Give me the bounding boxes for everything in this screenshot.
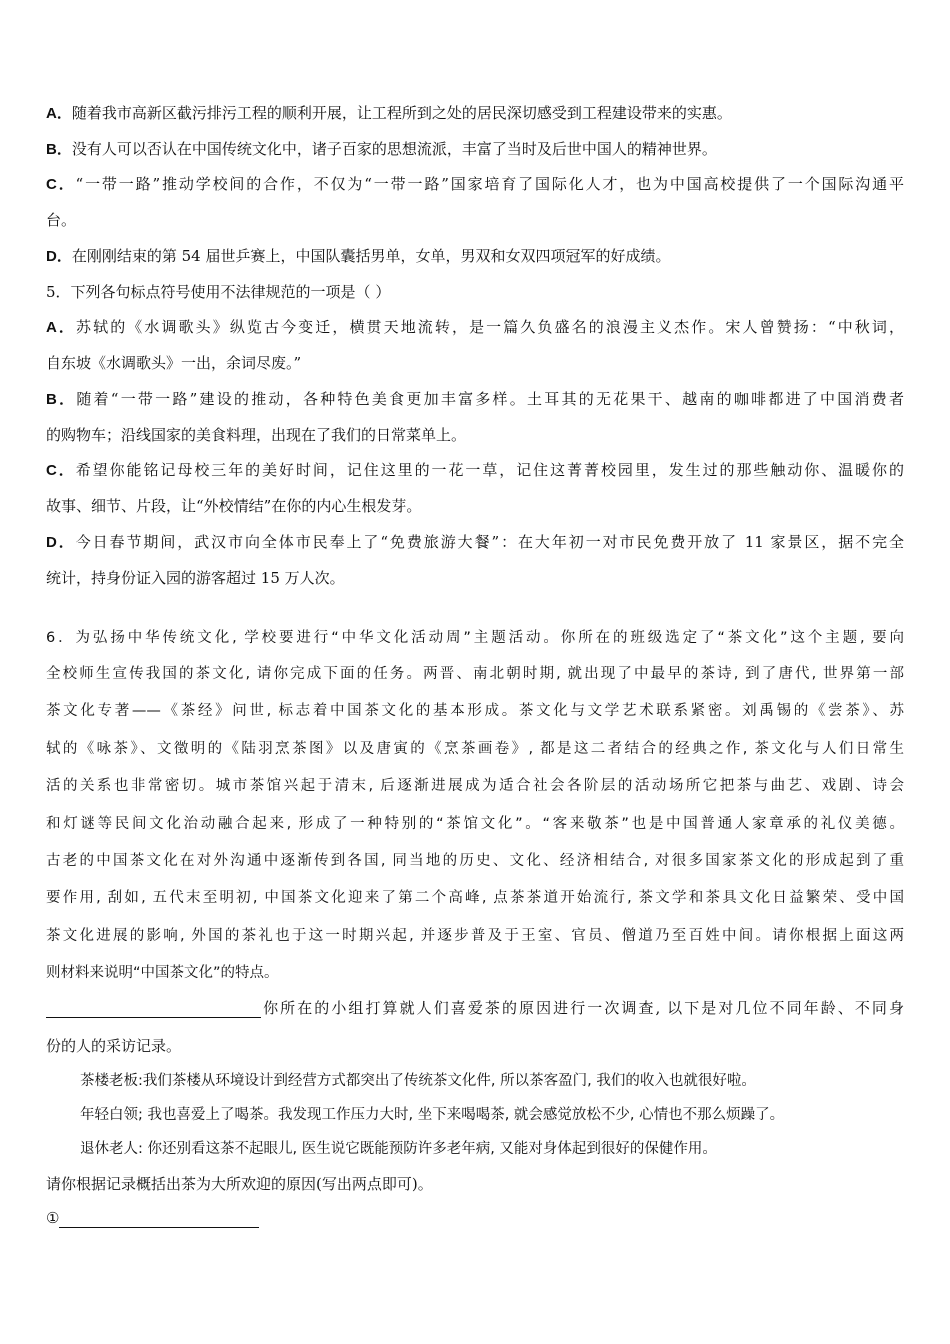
q5-option-c	[46, 460, 904, 481]
option-label: C．	[46, 462, 76, 479]
q5-option-d	[46, 532, 904, 553]
answer-blank[interactable]	[46, 1001, 261, 1018]
q6-passage-line: 全校师生宣传我国的茶文化, 请你完成下面的任务。两晋、南北朝时期, 就出现了中最早的茶诗, 到了唐代, 世界第一部	[46, 666, 904, 682]
q6-passage-line: 轼的《咏茶》、文徵明的《陆羽烹茶图》以及唐寅的《烹茶画卷》, 都是这二者结合的经典之作, 茶文化与人们日常生	[46, 741, 904, 757]
q6-task2-line	[46, 998, 904, 1018]
q4-option-b	[46, 139, 904, 160]
option-text: 随着“一带一路”建设的推动，各种特色美食更加丰富多样。土耳其的无花果干、越南的咖啡都进了中国消费者	[76, 390, 904, 408]
q6-passage-line: 活的关系也非常密切。城市茶馆兴起于清末, 后逐渐进展成为适合社会各阶层的活动场所它把茶与曲艺、戏剧、诗会	[46, 778, 904, 794]
option-text: 苏轼的《水调歌头》纵览古今变迁，横贯天地流转，是一篇久负盛名的浪漫主义杰作。宋人曾赞扬：“中秋词，	[76, 318, 904, 336]
task2-text: 你所在的小组打算就人们喜爱茶的原因进行一次调查, 以下是对几位不同年龄、不同身	[261, 999, 904, 1017]
q4-option-a	[46, 103, 904, 124]
q4-option-c	[46, 174, 904, 195]
q6-passage-line: 要作用, 刮如, 五代末至明初, 中国茶文化迎来了第二个高峰, 点茶茶道开始流行, 茶文学和茶具文化日益繁荣、受中国	[46, 890, 904, 906]
q6-passage-line: 茶文化专著——《茶经》问世, 标志着中国茶文化的基本形成。茶文化与文学艺术联系紧密。刘禹锡的《尝茶》、苏	[46, 703, 904, 719]
option-label: D．	[46, 248, 72, 265]
q5-option-b	[46, 389, 904, 410]
q6-task2-line-cont: 份的人的采访记录。	[46, 1037, 182, 1055]
q5-option-a-cont: 自东坡《水调歌头》一出，余词尽废。”	[46, 354, 302, 372]
option-label: A．	[46, 105, 72, 122]
q6-passage-line: 6．为弘扬中华传统文化, 学校要进行“中华文化活动周”主题活动。你所在的班级选定了“茶文化”这个主题, 要向	[46, 630, 904, 646]
answer-line-1	[46, 1208, 904, 1228]
q5-option-d-cont: 统计，持身份证入园的游客超过 15 万人次。	[46, 569, 345, 587]
summary-prompt: 请你根据记录概括出茶为大所欢迎的原因(写出两点即可)。	[46, 1175, 433, 1193]
interview-record: 茶楼老板:我们茶楼从环境设计到经营方式都突出了传统茶文化件, 所以茶客盈门, 我们的收入也就很好啦。	[80, 1073, 756, 1089]
q6-passage-line: 和灯谜等民间文化治动融合起来, 形成了一种特别的“茶馆文化”。“客来敬茶”也是中国普通人家章承的礼仪美德。	[46, 816, 904, 832]
interview-record: 退休老人: 你还别看这茶不起眼儿, 医生说它既能预防许多老年病, 又能对身体起到很好的保健作用。	[80, 1141, 717, 1157]
q4-option-c-cont: 台。	[46, 211, 77, 229]
q6-passage-line: 则材料来说明“中国茶文化”的特点。	[46, 965, 279, 981]
answer-blank[interactable]	[59, 1211, 259, 1228]
option-text: 希望你能铭记母校三年的美好时间，记住这里的一花一草，记住这菁菁校园里，发生过的那些触动你、温暖你的	[75, 461, 904, 479]
option-label: A．	[46, 319, 77, 336]
option-text: 今日春节期间，武汉市向全体市民奉上了“免费旅游大餐”：在大年初一对市民免费开放了 11 家景区，据不完全	[75, 533, 904, 551]
q6-passage-line: 茶文化进展的影响, 外国的茶礼也于这一时期兴起, 并逐步普及于王室、官员、僧道乃至百姓中间。请你根据上面这两	[46, 928, 904, 944]
q5-stem: 5．下列各句标点符号使用不法律规范的一项是（ ）	[46, 283, 391, 301]
q5-option-a	[46, 317, 904, 338]
q5-option-b-cont: 的购物车；沿线国家的美食料理，出现在了我们的日常菜单上。	[46, 426, 467, 444]
q4-option-d	[46, 246, 904, 267]
option-label: B．	[46, 391, 77, 408]
option-label: C．	[46, 176, 76, 193]
option-label: D．	[46, 534, 76, 551]
answer-marker: ①	[46, 1209, 60, 1227]
q6-passage-line: 古老的中国茶文化在对外沟通中逐渐传到各国, 同当地的历史、文化、经济相结合, 对很多国家茶文化的形成起到了重	[46, 853, 904, 869]
interview-record: 年轻白领; 我也喜爱上了喝茶。我发现工作压力大时, 坐下来喝喝茶, 就会感觉放松不少, 心情也不那么烦躁了。	[80, 1107, 785, 1123]
option-label: B．	[46, 141, 72, 158]
option-text: 随着我市高新区截污排污工程的顺利开展，让工程所到之处的居民深切感受到工程建设带来的实惠。	[71, 104, 732, 122]
option-text: 没有人可以否认在中国传统文化中，诸子百家的思想流派，丰富了当时及后世中国人的精神世界。	[71, 140, 717, 158]
option-text: 在刚刚结束的第 54 届世乒赛上，中国队囊括男单，女单，男双和女双四项冠军的好成绩。	[71, 247, 671, 265]
option-text: “一带一路”推动学校间的合作，不仅为“一带一路”国家培育了国际化人才，也为中国高校提供了一个国际沟通平	[75, 175, 904, 193]
q5-option-c-cont: 故事、细节、片段，让“外校情结”在你的内心生根发芽。	[46, 497, 422, 515]
